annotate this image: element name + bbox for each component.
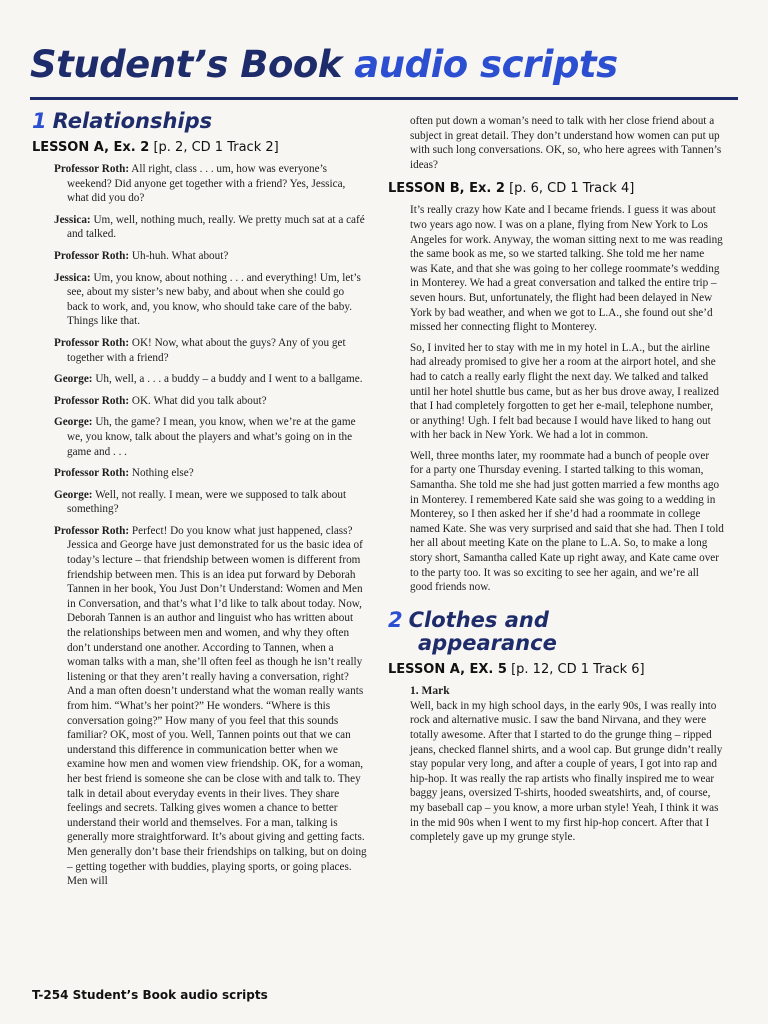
speaker-name: George:	[54, 488, 93, 501]
unit1-heading	[32, 110, 367, 133]
speaker-name: 1. Mark	[410, 684, 450, 697]
dialogue-turn	[54, 415, 367, 459]
dialogue-turns	[32, 162, 367, 889]
dialogue-turn	[54, 372, 367, 387]
dialogue-turn	[54, 488, 367, 517]
story-paragraph: So, I invited her to stay with me in my hotel in L.A., but the airline had already promised to give her a room at the airport hotel, and she had to catch a really early flight the next day. We talked and talked until her hotel shuttle bus came, but as her bus drove away, I realized that I had completely forgotten to get her e-mail, telephone number, or anything! Ugh. I felt bad because I would have liked to hang out with her back in New York. We had a lot in common.	[410, 341, 720, 442]
unit1-number: 1	[32, 109, 47, 133]
unit2-number: 2	[388, 607, 403, 632]
turn-text: Uh-huh. What about?	[131, 249, 229, 262]
turn-text: OK! Now, what about the guys? Any of you get together with a friend?	[67, 336, 346, 364]
turn-text: Nothing else?	[131, 467, 194, 480]
turn-text: Uh, well, a . . . a buddy – a buddy and I went to a ballgame.	[95, 373, 363, 386]
dialogue-turn	[54, 271, 367, 329]
page-title-part1: Student’s Book	[30, 43, 342, 86]
page-number: T-254	[32, 988, 69, 1002]
unit2-name-line2: appearance	[418, 630, 557, 655]
page-title	[30, 43, 618, 86]
footer-label: Student’s Book audio scripts	[72, 988, 268, 1002]
lesson-ref: [p. 6, CD 1 Track 4]	[509, 181, 635, 197]
turn-text: Uh, the game? I mean, you know, when we’re at the game we, you know, talk about the players and what’s going on in the game and . . .	[67, 416, 356, 458]
speaker-name: Professor Roth:	[54, 249, 130, 262]
speaker-name: Professor Roth:	[54, 336, 130, 349]
story-paragraph: Well, three months later, my roommate had a bunch of people over for a party one Thursday evening. I started talking to this woman, Samantha. She told me she had just gotten married a few months ago in Monterey. I remembered Kate said she was going to a wedding in Monterey, so I then asked her if she’d had a roommate in college named Kate. She was very surprised and said that she had. Then I told her all about meeting Kate on the plane to L.A. So, to make a long story short, Samantha called Kate up right away, and Kate came over to the party too. It was so exciting to see her again, and we’re all good friends now.	[410, 449, 724, 594]
unit2-lessonA-heading	[388, 661, 724, 678]
speaker-name: Professor Roth:	[54, 524, 130, 537]
speaker-name: George:	[54, 416, 93, 429]
turn-text: All right, class . . . um, how was everyone’s weekend? Did anyone get together with a friend? Yes, Jessica, what did you do?	[67, 163, 346, 205]
dialogue-continuation: often put down a woman’s need to talk with her close friend about a subject in great detail. They don’t understand how women can put up with such long conversations. OK, so, who here agrees with Tannen’s ideas?	[410, 115, 722, 171]
unit1-name: Relationships	[52, 109, 213, 133]
lesson-label: LESSON B, Ex. 2	[388, 181, 505, 197]
turn-text: Um, well, nothing much, really. We pretty much sat at a café and talked.	[67, 213, 365, 241]
speaker-name: Professor Roth:	[54, 394, 130, 407]
page-title-part2: audio scripts	[354, 43, 618, 86]
speaker-name: Professor Roth:	[54, 163, 130, 175]
speaker-name: George:	[54, 373, 93, 386]
story-paragraph: It’s really crazy how Kate and I became friends. I guess it was about two years ago now. I was on a plane, flying from New York to Los Angeles for work. Anyway, the woman sitting next to me was reading the same book as me, so we started talking. She told me her name was Kate, and that she was going to her college roommate’s wedding in Monterey. We had a great conversation and talked the entire trip – seven hours. But, unfortunately, the flight had been delayed in New York by bad weather, and when we got to L.A., she found out she’d missed her connecting flight to Monterey.	[410, 204, 723, 334]
speaker-name: Professor Roth:	[54, 467, 130, 480]
dialogue-turn	[54, 162, 367, 206]
speaker-name: Jessica:	[54, 271, 91, 284]
dialogue-turn	[54, 524, 367, 889]
unit2-heading	[388, 609, 724, 655]
dialogue-turn	[54, 466, 367, 481]
lessonB-paragraphs	[388, 203, 724, 594]
speaker-name: Jessica:	[54, 213, 91, 226]
mark-monologue: Well, back in my high school days, in the early 90s, I was really into rock and alternative music. I saw the band Nirvana, and they were totally awesome. After that I started to do the grunge thing – ripped jeans, checked flannel shirts, and a wool cap. But grunge didn’t really stay popular very long, and after a couple of years, I got into rap and hip-hop. It was really the rap artists who finally inspired me to wear baggy jeans, oversized T-shirts, hooded sweatshirts, and, of course, my baseball cap – you know, a more urban style! Yeah, I think it was in the mid 90s when I went to my first hip-hop concert. After that I completely gave up my grunge style.	[410, 699, 723, 844]
unit1-lessonB-heading	[388, 180, 724, 197]
lesson-label: LESSON A, EX. 5	[388, 661, 507, 677]
dialogue-turn	[54, 249, 367, 264]
lesson-ref: [p. 2, CD 1 Track 2]	[153, 140, 279, 155]
lesson-ref: [p. 12, CD 1 Track 6]	[511, 661, 645, 677]
unit1-lessonA-heading	[32, 139, 367, 156]
turn-text: Um, you know, about nothing . . . and everything! Um, let’s see, about my sister’s new baby, and about when she could go back to work, and, you know, who should take care of the baby. Things like that.	[67, 271, 361, 328]
turn-text: Perfect! Do you know what just happened, class? Jessica and George have just demonstrated for us the basic idea of today’s lecture – that friendship between women is different from friendship between men. This is an idea put forward by Deborah Tannen in her book, You Just Don’t Understand: Women and Men in Conversation, and that’s what I’d like to talk about today. Now, Deborah Tannen is an author and linguist who has written about the relationships between men and women, and why they often don’t understand one another. According to Tannen, when a woman talks with a man, she’ll often feel as though he isn’t really listening or that they aren’t really having a conversation, right? And a man often doesn’t understand what the woman really wants from him. “What’s her point?” He wonders. “Where is this conversation going?” How many of you feel that this sounds familiar? OK, most of you. Well, Tannen points out that we can understand this difference in communication better when we examine how men and women view friendship. OK, for a woman, her best friend is someone she can be close with and talk to. They talk in detail about everyday events in their lives. They share feelings and secrets. Talking gives women a chance to better understand their world and themselves. For a man, talking is generally more straightforward. It’s about giving and getting facts. Men generally don’t base their friendships on talking, but on doing – getting together with buddies, playing sports, or going places. Men will	[67, 524, 367, 888]
right-column	[388, 114, 724, 851]
left-column	[32, 110, 367, 896]
unit2-name-line1: Clothes and	[408, 607, 549, 632]
dialogue-turn	[54, 213, 367, 242]
page-footer	[32, 988, 268, 1002]
lesson-label: LESSON A, Ex. 2	[32, 140, 150, 155]
title-divider	[30, 97, 738, 100]
dialogue-turn	[54, 394, 367, 409]
turn-text: Well, not really. I mean, were we supposed to talk about something?	[67, 488, 347, 516]
dialogue-turn	[54, 336, 367, 365]
turn-text: OK. What did you talk about?	[131, 394, 267, 407]
